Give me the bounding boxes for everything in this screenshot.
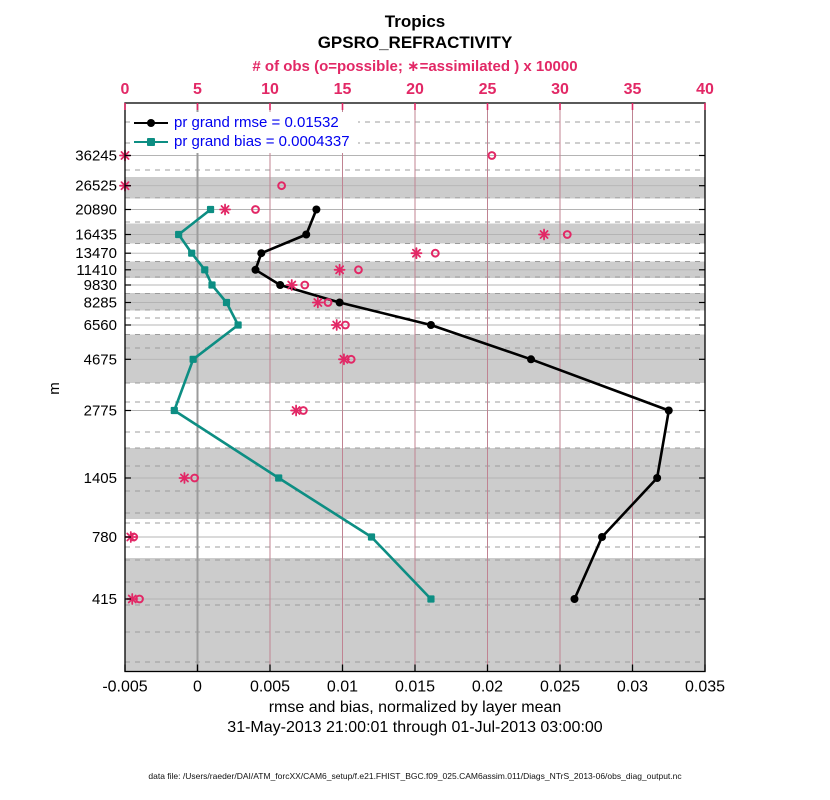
bias-marker <box>207 206 214 213</box>
svg-text:30: 30 <box>551 81 569 98</box>
svg-text:13470: 13470 <box>75 245 117 263</box>
svg-text:9830: 9830 <box>83 277 117 294</box>
svg-text:0.01: 0.01 <box>326 678 359 696</box>
svg-text:0.025: 0.025 <box>539 678 581 696</box>
bias-marker <box>190 356 197 363</box>
bias-marker <box>175 231 182 238</box>
bias-marker <box>275 474 282 481</box>
svg-text:25: 25 <box>478 81 497 98</box>
bias-line-swatch <box>134 132 168 151</box>
bias-marker <box>235 321 242 328</box>
svg-text:5: 5 <box>193 81 202 98</box>
legend <box>132 112 358 153</box>
svg-text:36245: 36245 <box>75 147 117 165</box>
data-file-footer: data file: /Users/raeder/DAI/ATM_forcXX/CAM6_setup/f.e21.FHIST_BGC.f09_025.CAM6assim.011/Diags_NTrS_2013-06/obs_diag_output.nc <box>148 771 682 781</box>
assimilated-asterisk <box>291 406 301 416</box>
assimilated-asterisk <box>411 248 421 258</box>
rmse-line-swatch <box>134 113 168 132</box>
svg-text:20890: 20890 <box>75 201 117 219</box>
assimilated-asterisk <box>287 280 297 290</box>
assimilated-asterisk <box>313 298 323 308</box>
bottom-axis-tick-labels <box>102 679 725 696</box>
assimilated-asterisk <box>339 354 349 364</box>
svg-text:6560: 6560 <box>83 317 117 334</box>
rmse-marker <box>336 299 344 307</box>
rmse-marker <box>665 407 673 415</box>
bias-marker <box>188 250 195 257</box>
rmse-marker <box>653 474 661 482</box>
assimilated-asterisk <box>220 205 230 215</box>
svg-text:0: 0 <box>193 678 202 696</box>
rmse-marker <box>527 355 535 363</box>
svg-text:0.015: 0.015 <box>394 678 436 696</box>
svg-text:15: 15 <box>333 81 352 98</box>
svg-text:2775: 2775 <box>83 402 117 420</box>
bias-marker <box>171 407 178 414</box>
svg-text:-0.005: -0.005 <box>102 678 148 696</box>
rmse-marker <box>302 231 310 239</box>
svg-text:0.02: 0.02 <box>471 678 504 696</box>
rmse-marker <box>257 249 265 257</box>
bias-marker <box>223 299 230 306</box>
svg-text:0.03: 0.03 <box>616 678 649 696</box>
svg-text:0: 0 <box>120 81 130 98</box>
svg-text:4675: 4675 <box>83 351 117 369</box>
rmse-marker <box>276 281 284 289</box>
bias-marker <box>208 281 215 288</box>
legend-rmse-label: pr grand rmse = 0.01532 <box>174 114 339 131</box>
top-axis-label: # of obs (o=possible; ∗=assimilated ) x 10000 <box>252 58 578 75</box>
y-axis-tick-labels <box>75 148 117 609</box>
assimilated-asterisk <box>335 265 345 275</box>
svg-text:40: 40 <box>696 81 714 98</box>
svg-text:0.035: 0.035 <box>684 678 726 696</box>
svg-text:11410: 11410 <box>76 261 117 279</box>
svg-text:8285: 8285 <box>83 294 117 312</box>
svg-text:16435: 16435 <box>75 226 117 244</box>
rmse-marker <box>598 533 606 541</box>
svg-text:20: 20 <box>406 81 424 98</box>
chart-title-region: Tropics <box>384 12 446 31</box>
svg-text:35: 35 <box>623 81 642 98</box>
assimilated-asterisk <box>539 230 549 240</box>
legend-item-bias <box>134 132 350 151</box>
svg-text:10: 10 <box>261 81 279 98</box>
bias-marker <box>201 266 208 273</box>
svg-text:0.005: 0.005 <box>249 678 291 696</box>
date-range-subtitle: 31-May-2013 21:00:01 through 01-Jul-2013 03:00:00 <box>227 719 603 736</box>
x-axis-label: rmse and bias, normalized by layer mean <box>268 699 562 716</box>
rmse-marker <box>427 321 435 329</box>
legend-bias-label: pr grand bias = 0.0004337 <box>174 133 350 150</box>
svg-text:780: 780 <box>91 529 117 546</box>
assimilated-asterisk <box>332 320 342 330</box>
svg-text:1405: 1405 <box>83 470 117 487</box>
rmse-marker <box>571 595 579 603</box>
bias-marker <box>427 595 434 602</box>
legend-item-rmse <box>134 113 350 132</box>
assimilated-asterisk <box>179 473 189 483</box>
top-axis-tick-labels <box>121 81 714 98</box>
svg-text:26525: 26525 <box>75 177 117 195</box>
bias-marker <box>368 533 375 540</box>
rmse-marker <box>312 206 320 214</box>
chart-title-variable: GPSRO_REFRACTIVITY <box>317 33 513 52</box>
rmse-marker <box>252 266 260 274</box>
svg-text:415: 415 <box>91 591 117 608</box>
y-axis-label: m <box>45 382 63 395</box>
